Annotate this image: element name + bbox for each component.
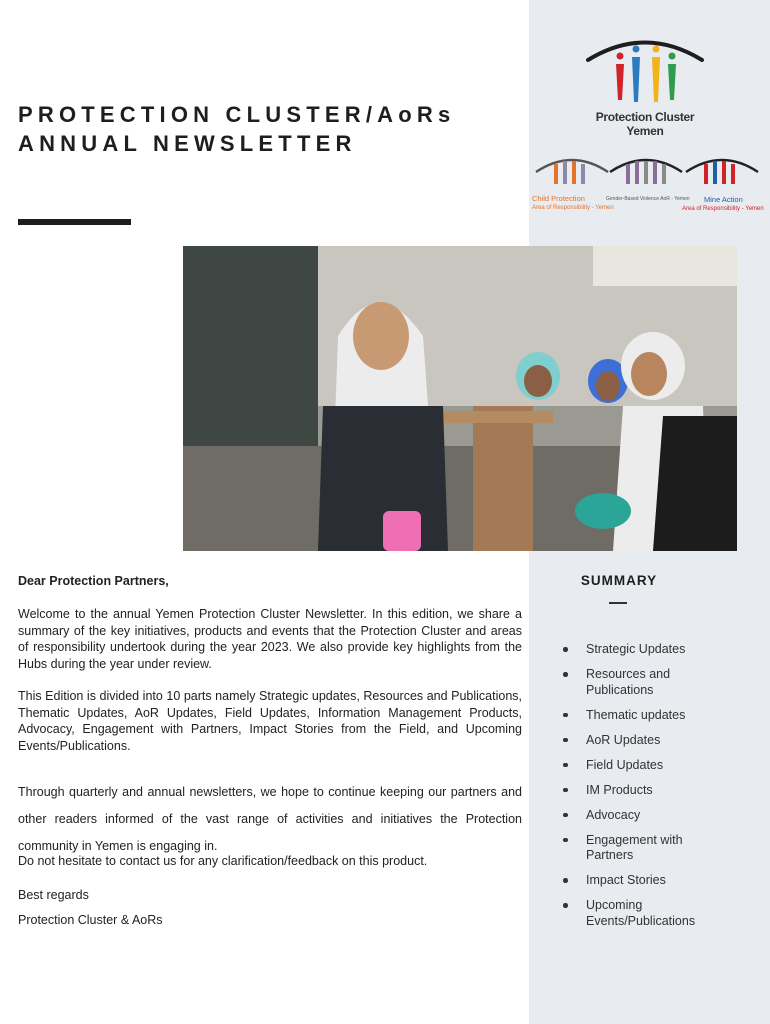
cp-logo-line2: Area of Responsibility - Yemen [532,205,614,211]
letter-paragraph-4: Do not hesitate to contact us for any clarification/feedback on this product. [18,854,428,868]
summary-list [560,642,760,939]
summary-item-label: Upcoming Events/Publications [586,898,696,928]
summary-item-label: Field Updates [586,757,664,772]
letter-paragraph-3: Through quarterly and annual newsletters, we hope to continue keeping our partners and other readers informed of the vast range of activities and initiatives the Protection community in Yemen is engaging in. [18,785,522,853]
bullet-icon [563,672,568,677]
summary-item [560,898,716,929]
summary-item-label: Strategic Updates [586,642,686,656]
child-protection-aor-logo [532,150,612,212]
bullet-icon [563,738,568,743]
summary-item [560,708,760,724]
bullet-icon [563,647,568,652]
summary-item [560,758,760,774]
letter-paragraph-2: This Edition is divided into 10 parts namely Strategic updates, Resources and Publications, Thematic Updates, AoR Updates, Field Updates, Information Management Products, Advocacy, Engagement with Partners, Impact Stories from the Field, and Upcoming Events/Publications. [18,689,522,753]
summary-item-label: Thematic updates [586,707,686,722]
letter-greeting: Dear Protection Partners, [18,574,169,588]
summary-item-label: Advocacy [586,807,641,822]
main-logo-caption: Protection Cluster Yemen [595,110,695,138]
cp-logo-line1: Child Protection [532,194,585,203]
summary-item-label: Impact Stories [586,873,666,887]
summary-item-label: IM Products [586,782,653,797]
protection-cluster-logo-icon [580,30,710,108]
classroom-photo-image [183,246,737,551]
newsletter-title [18,100,528,158]
summary-item [560,733,760,749]
summary-heading: SUMMARY [580,573,658,588]
summary-item-label: AoR Updates [586,732,661,747]
bullet-icon [563,788,568,793]
summary-item-label: Engagement with Partners [586,832,683,862]
summary-divider [609,602,627,604]
summary-item-label: Resources and Publications [586,667,671,697]
bullet-icon [563,838,568,843]
bullet-icon [563,763,568,768]
bullet-icon [563,903,568,908]
ma-logo-line2: Area of Responsibility - Yemen [682,206,764,212]
ma-logo-line1: Mine Action [704,195,743,204]
bullet-icon [563,713,568,718]
title-divider [18,219,131,225]
summary-item [560,783,760,799]
classroom-photo [183,246,737,551]
summary-item [560,667,696,698]
summary-item [560,833,716,864]
summary-item [560,808,760,824]
summary-item [560,873,760,889]
letter-regards: Best regards [18,888,89,902]
child-protection-logo-icon [532,150,612,190]
mine-action-logo-icon [682,150,762,190]
gbv-logo-line1: Gender-Based Violence AoR - Yemen [606,196,690,202]
gbv-logo-icon [606,150,686,190]
letter-paragraph-1: Welcome to the annual Yemen Protection Cluster Newsletter. In this edition, we share a summary of the key initiatives, products and events that the Protection Cluster and areas of responsibility undertook during the year 2023. We also provide key highlights from the Hubs during the year under review. [18,607,522,671]
letter-signoff: Protection Cluster & AoRs [18,913,163,927]
mine-action-aor-logo [682,150,762,212]
gbv-aor-logo [606,150,690,212]
bullet-icon [563,813,568,818]
title-line-1: PROTECTION CLUSTER/AoRs [18,102,456,127]
title-line-2: ANNUAL NEWSLETTER [18,131,357,156]
protection-cluster-logo [580,30,710,138]
summary-item [560,642,760,658]
bullet-icon [563,878,568,883]
